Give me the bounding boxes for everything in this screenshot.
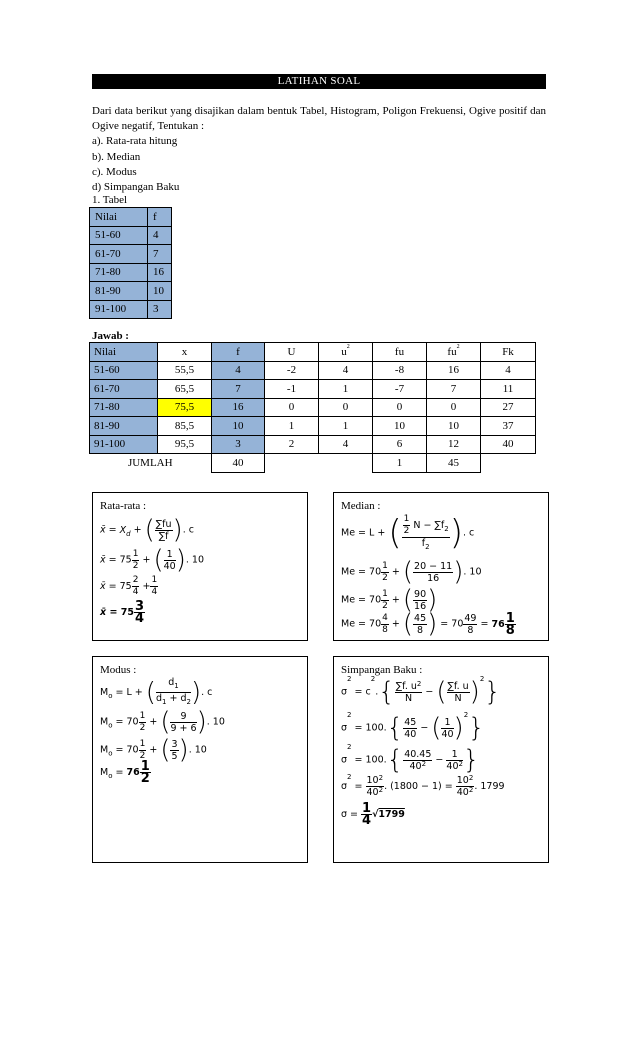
cell: -7 (373, 380, 427, 399)
header-cell (427, 343, 481, 362)
cell: 4 (148, 226, 172, 245)
header-cell: x (158, 343, 212, 362)
cell: 55,5 (158, 361, 212, 380)
mode-step1: $M_o = 70$ $\frac{1}{2}$ + ( $\frac{9}{9 + 6}$ ). 10 (100, 707, 225, 737)
median-step2: Me = 70 $\frac{1}{2}$ + ( $\frac{90}{16}$ ) (341, 585, 438, 615)
mean-box (92, 492, 308, 641)
table-header-row (90, 343, 536, 362)
cell: 7 (427, 380, 481, 399)
cell: 1 (319, 417, 373, 436)
table-row (90, 417, 536, 436)
cell: 37 (481, 417, 536, 436)
table-row (90, 398, 536, 417)
cell: 65,5 (158, 380, 212, 399)
intro (92, 104, 546, 195)
table-row (90, 435, 536, 454)
cell: 4 (481, 361, 536, 380)
table-row (90, 361, 536, 380)
header-text: u (341, 345, 347, 358)
cell: 11 (481, 380, 536, 399)
cell: 12 (427, 435, 481, 454)
header-cell: Fk (481, 343, 536, 362)
mode-heading: Modus : (100, 664, 137, 676)
highlighted-cell: 75,5 (158, 398, 212, 417)
cell: 71-80 (90, 398, 158, 417)
cell: 4 (212, 361, 265, 380)
stdev-box (333, 656, 549, 863)
intro-item: a). Rata-rata hitung (92, 135, 178, 148)
total-fu: 1 (373, 454, 427, 473)
median-result: Me = 70 $\frac{4}{8}$ + ( $\frac{45}{8}$ ) = 70 $\frac{49}{8}$ = 76 $\frac{1}{8}$ (341, 609, 515, 639)
total-f: 40 (212, 454, 265, 473)
cell: 3 (212, 435, 265, 454)
superscript: 2 (456, 343, 460, 350)
cell: 10 (427, 417, 481, 436)
mean-result: x̄ = 75 $\frac{3}{4}$ (100, 599, 144, 626)
table1-label: 1. Tabel (92, 194, 128, 206)
cell: 51-60 (90, 361, 158, 380)
cell: 10 (212, 417, 265, 436)
cell: 10 (373, 417, 427, 436)
cell: -1 (265, 380, 319, 399)
cell: 0 (265, 398, 319, 417)
cell: 4 (319, 435, 373, 454)
header-cell (319, 343, 373, 362)
header-cell: f (148, 208, 172, 227)
answer-label: Jawab : (92, 330, 129, 342)
table-row (90, 380, 536, 399)
cell: 3 (148, 300, 172, 319)
cell: 2 (265, 435, 319, 454)
header-cell: fu (373, 343, 427, 362)
cell: 91-100 (90, 300, 148, 319)
header-cell: f (212, 343, 265, 362)
empty-cell (265, 454, 319, 473)
cell: 51-60 (90, 226, 148, 245)
header-cell: Nilai (90, 343, 158, 362)
table-total-row (90, 454, 536, 473)
mode-result: $M_o = 76$ $\frac{1}{2}$ (100, 759, 150, 786)
median-step1: Me = 70 $\frac{1}{2}$ + ( $\frac{20 - 11}{16}$ ). 10 (341, 557, 482, 587)
table-header-row (90, 208, 172, 227)
table-row (90, 282, 172, 301)
table-row (90, 300, 172, 319)
mean-step2: x̄ = 75 $\frac{2}{4}$ + $\frac{1}{4}$ (100, 575, 158, 597)
cell: 81-90 (90, 417, 158, 436)
header-text: fu (447, 345, 457, 358)
cell: 81-90 (90, 282, 148, 301)
cell: 1 (319, 380, 373, 399)
table-row (90, 263, 172, 282)
mode-formula: $M_o = L$ + ( $\frac{d_1}{d_1 + d_2}$ ). c (100, 677, 213, 708)
intro-paragraph: Dari data berikut yang disajikan dalam bentuk Tabel, Histogram, Poligon Frekuensi, Ogive positif dan Ogive negatif, Tentukan : (92, 105, 546, 133)
intro-item: d) Simpangan Baku (92, 181, 180, 194)
cell: 0 (319, 398, 373, 417)
header-cell: Nilai (90, 208, 148, 227)
stdev-heading: Simpangan Baku : (341, 664, 423, 676)
cell: 27 (481, 398, 536, 417)
median-formula: Me = L + ( $\frac{1}{2}$ $N - \sum f_2$ $f_2$ ). c (341, 513, 475, 553)
cell: 95,5 (158, 435, 212, 454)
intro-item: b). Median (92, 150, 141, 163)
frequency-table (89, 342, 536, 473)
mean-formula: x̄ = $X_d$ + ( $\frac{\sum fu}{\sum f}$ ). c (100, 515, 194, 545)
cell: 91-100 (90, 435, 158, 454)
total-label: JUMLAH (127, 457, 173, 469)
cell: 0 (427, 398, 481, 417)
header-cell: U (265, 343, 319, 362)
table-row (90, 226, 172, 245)
median-box (333, 492, 549, 641)
mode-box (92, 656, 308, 863)
total-fu2: 45 (427, 454, 481, 473)
stdev-formula: $\sigma^2 = c^2$.{ $\frac{\sum f. u^2}{N}$ − ( $\frac{\sum f. u}{N}$ )$^2$} (341, 675, 501, 707)
cell: 7 (212, 380, 265, 399)
cell: 61-70 (90, 245, 148, 264)
data-table (89, 207, 172, 319)
cell: 10 (148, 282, 172, 301)
mean-heading: Rata-rata : (100, 500, 147, 512)
cell: 4 (319, 361, 373, 380)
cell: 16 (427, 361, 481, 380)
cell: 16 (148, 263, 172, 282)
intro-item: c). Modus (92, 165, 137, 178)
cell: 61-70 (90, 380, 158, 399)
stdev-step3: $\sigma^2$ = $\frac{10^2}{40^2}$ . (1800 − 1) = $\frac{10^2}{40^2}$ . 1799 (341, 773, 505, 798)
cell: -8 (373, 361, 427, 380)
cell: 0 (373, 398, 427, 417)
mean-step1: x̄ = 75 $\frac{1}{2}$ + ( $\frac{1}{40}$ ). 10 (100, 545, 204, 575)
page-title: LATIHAN SOAL (92, 74, 546, 89)
cell: 7 (148, 245, 172, 264)
cell: 16 (212, 398, 265, 417)
mode-step2: $M_o = 70$ $\frac{1}{2}$ + ( $\frac{3}{5}$ ). 10 (100, 735, 207, 765)
cell: 6 (373, 435, 427, 454)
cell: 40 (481, 435, 536, 454)
cell: 71-80 (90, 263, 148, 282)
superscript: 2 (346, 343, 350, 350)
table-row (90, 245, 172, 264)
cell: -2 (265, 361, 319, 380)
stdev-step2: $\sigma^2 = 100$.{ $\frac{40.45}{40^2}$ − $\frac{1}{40^2}$ } (341, 743, 480, 775)
cell: 1 (265, 417, 319, 436)
stdev-result: σ = $\frac{1}{4}$ √1799 (341, 801, 405, 828)
cell: 85,5 (158, 417, 212, 436)
stdev-step1: $\sigma^2 = 100$.{ $\frac{45}{40}$ − ( $\frac{1}{40}$ )$^2$} (341, 711, 485, 743)
median-heading: Median : (341, 500, 381, 512)
empty-cell (481, 454, 536, 473)
empty-cell (319, 454, 373, 473)
